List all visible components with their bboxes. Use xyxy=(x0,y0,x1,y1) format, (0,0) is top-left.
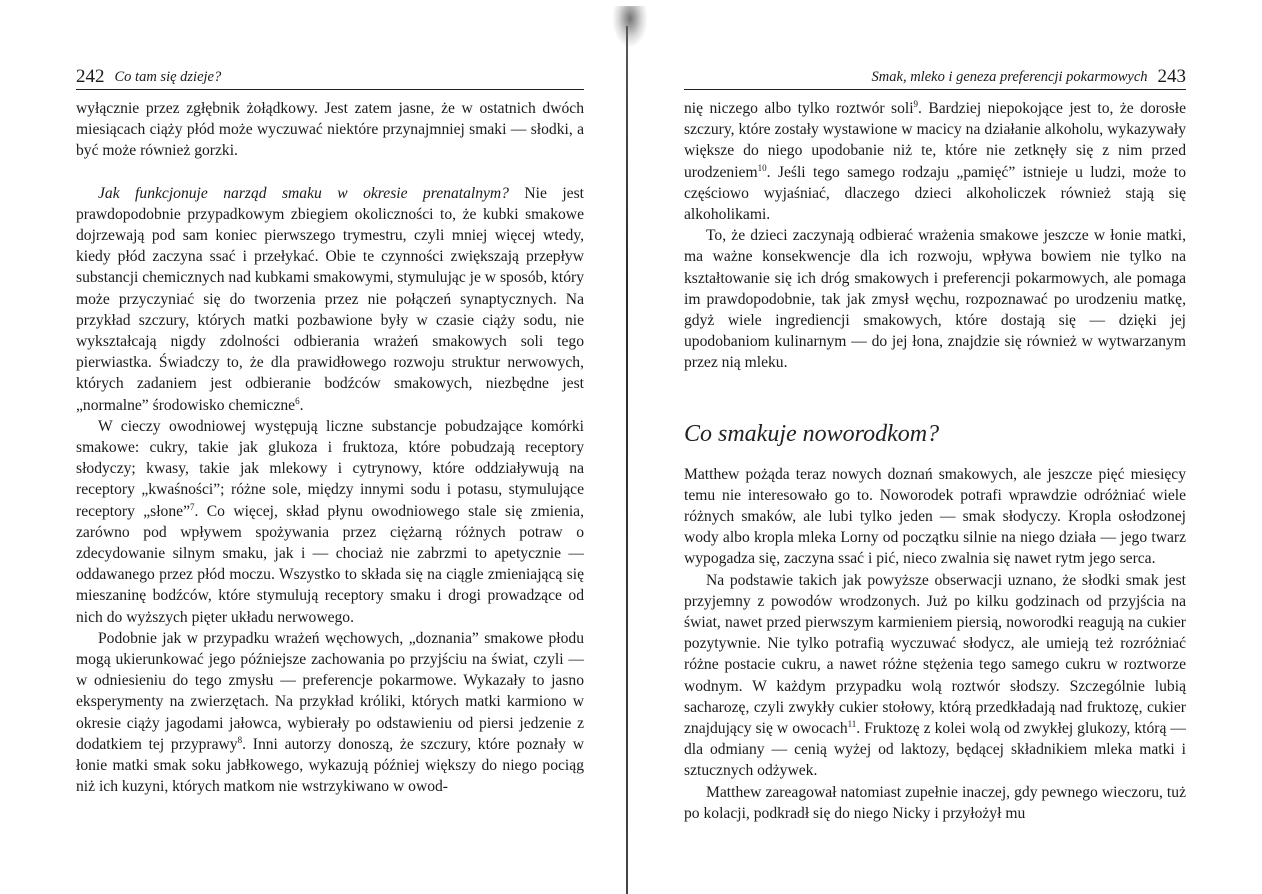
footnote-ref: 6 xyxy=(295,395,300,406)
footnote-ref: 11 xyxy=(847,718,857,729)
right-body-text xyxy=(684,98,1186,824)
paragraph: Na podstawie takich jak powyższe obserwacji uznano, że słodki smak jest przyjemny z powodów wrodzonych. Już po kilku godzinach od przyjścia na świat, nawet przed pierwszym karmieniem piersią, noworodki reagują na cukier pozytywnie. Nie tylko potrafią wyczuwać słodycz, ale umieją też rozróżniać różne postacie cukru, a nawet różne stężenia tego samego cukru w roztworze wodnym. W każdym przypadku wolą roztwór słodszy. Szczególnie lubią sacharozę, czyli zwykły cukier stołowy, którą przedkładają nad fruktozę, cukier znajdujący się w owocach$^{11}$. Fruktozę z kolei wolą od zwykłej glukozy, którą — dla odmiany — cenią wyżej od laktozy, będącej składnikiem mleka matki i sztucznych odżywek. xyxy=(684,571,1186,780)
paragraph: wyłącznie przez zgłębnik żołądkowy. Jest zatem jasne, że w ostatnich dwóch miesiącach ciąży płód może wyczuwać niektóre przynajmniej smaki — słodki, a być może również gorzki. xyxy=(76,100,584,160)
page-number: 242 xyxy=(76,66,105,87)
section-heading: Co smakuje noworodkom? xyxy=(684,420,940,447)
page-number: 243 xyxy=(1157,66,1186,87)
lead-question: Jak funkcjonuje narząd smaku w okresie prenatalnym? xyxy=(98,184,509,202)
running-title: Smak, mleko i geneza preferencji pokarmowych xyxy=(871,69,1148,86)
footnote-ref: 7 xyxy=(190,501,195,512)
paragraph: nię niczego albo tylko roztwór soli$^9$. Bardziej niepokojące jest to, że dorosłe szczury, które zostały wystawione w macicy na działanie alkoholu, wykazywały większe do niego upodobanie niż te, które nie zetknęły się z nim przed urodzeniem$^{10}$. Jeśli tego samego rodzaju „pamięć” istnieje u ludzi, może to częściowo wyjaśniać, dlaczego dzieci alkoholiczek również stają się alkoholikami. xyxy=(684,98,1186,224)
paragraph: Jak funkcjonuje narząd smaku w okresie prenatalnym? Nie jest prawdopodobnie przypadkowym zbiegiem okoliczności to, że kubki smakowe dojrzewają pod sam koniec pierwszego trymestru, czyli mniej więcej wtedy, kiedy płód zaczyna ssać i przełykać. Obie te czynności zwiększają przepływ substancji chemicznych nad kubkami smakowymi, stymulując je w sposób, który może przyczyniać się do tworzenia przez nie połączeń synaptycznych. Na przykład szczury, których matki pozbawione były w czasie ciąży sodu, nie wykształcają nigdy zdolności odbierania wrażeń smakowych soli tego pierwiastka. Świadczy to, że dla prawidłowego rozwoju struktur nerwowych, których zadaniem jest odbieranie bodźców smakowych, niezbędne jest „normalne” środowisko chemiczne$^6$. xyxy=(76,184,585,414)
footnote-ref: 9 xyxy=(913,98,919,109)
paragraph: Matthew pożąda teraz nowych doznań smakowych, ale jeszcze pięć miesięcy temu nie interesowało go to. Noworodek potrafi wprawdzie odróżniać wiele różnych smaków, ale lubi tylko jeden — smak słodyczy. Kropla osłodzonej wody albo kropla mleka Lorny od początku silnie na niego działa — jego twarz wypogadza się, zaczyna ssać i pić, nieco zwalnia się nawet rytm jego serca. xyxy=(684,465,1186,568)
left-page xyxy=(76,62,584,798)
paragraph: Matthew zareagował natomiast zupełnie inaczej, gdy pewnego wieczoru, tuż po kolacji, podkradł się do niego Nicky i przyłożył mu xyxy=(684,783,1186,822)
left-running-head xyxy=(76,62,584,90)
footnote-ref: 10 xyxy=(757,162,767,173)
book-gutter xyxy=(626,26,628,894)
paragraph: Podobnie jak w przypadku wrażeń węchowych, „doznania” smakowe płodu mogą ukierunkować jego późniejsze zachowania po przyjściu na świat, czyli — w odniesieniu do tego zmysłu — preferencje pokarmowe. Wykazały to jasno eksperymenty na zwierzętach. Na przykład króliki, których matki karmiono w okresie ciąży jagodami jałowca, wybierały po odstawieniu od piersi jedzenie z dodatkiem tej przyprawy$^8$. Inni autorzy donoszą, że szczury, które poznały w łonie matki smak soku jabłkowego, wykazują później większy do niego pociąg niż ich kuzyni, których matkom nie wstrzykiwano w owod- xyxy=(76,629,584,796)
paragraph: W cieczy owodniowej występują liczne substancje pobudzające komórki smakowe: cukry, takie jak glukoza i fruktoza, które pobudzają receptory słodyczy; kwasy, takie jak mlekowy i cytrynowy, które oddziaływują na receptory „kwaśności”; różne sole, między innymi sodu i potasu, stymulujące receptory „słone”$^7$. Co więcej, skład płynu owodniowego stale się zmienia, zarówno pod wpływem spożywania przez ciężarną różnych potraw o zdecydowanie silnym smaku, jak i — chociaż nie zabrzmi to apetycznie — oddawanego przez płód moczu. Wszystko to składa się na ciągle zmieniającą się mieszaninę bodźców, które stymulują receptory smaku i drogi prowadzące od nich do wyższych pięter układu nerwowego. xyxy=(76,417,584,626)
left-body-text xyxy=(76,98,584,798)
running-title: Co tam się dzieje? xyxy=(114,69,222,86)
binding-shadow xyxy=(612,6,648,48)
right-running-head xyxy=(684,62,1186,90)
footnote-ref: 8 xyxy=(237,734,243,745)
paragraph: To, że dzieci zaczynają odbierać wrażenia smakowe jeszcze w łonie matki, ma ważne konsekwencje dla ich rozwoju, wpływa bowiem nie tylko na kształtowanie się ich dróg smakowych i preferencji pokarmowych, ale pomaga im prawdopodobnie, tak jak zmysł węchu, rozpoznawać po urodzeniu matkę, gdyż wiele ingrediencji smakowych, które dostają się — dzięki jej upodobaniom kulinarnym — do jej łona, znajdzie się również w wytwarzanym przez nią mleku. xyxy=(684,227,1186,372)
right-page xyxy=(684,62,1186,824)
